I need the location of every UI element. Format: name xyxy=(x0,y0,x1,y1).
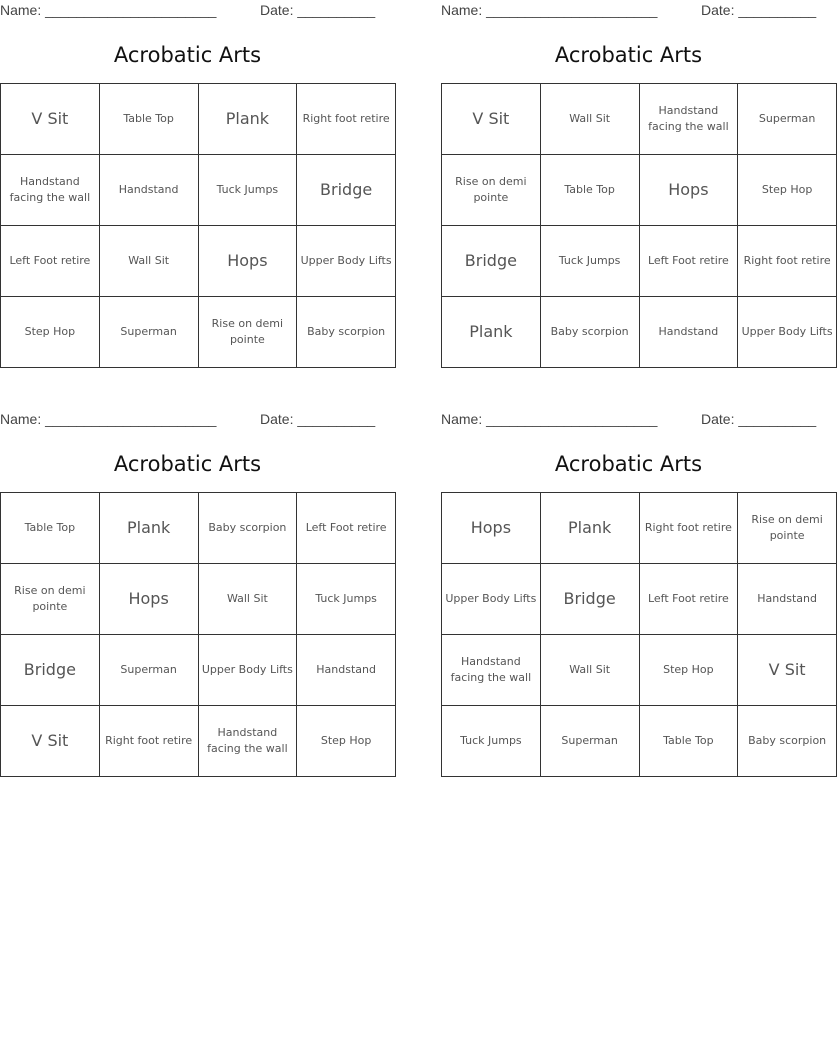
grid-cell: Superman xyxy=(738,84,837,155)
grid-cell: Table Top xyxy=(540,155,639,226)
bingo-grid xyxy=(0,83,396,368)
name-date-line xyxy=(441,2,816,20)
grid-cell: Step Hop xyxy=(738,155,837,226)
grid-cell: Table Top xyxy=(1,493,100,564)
grid-cell: Handstand xyxy=(99,155,198,226)
grid-cell: Baby scorpion xyxy=(198,493,297,564)
grid-row xyxy=(1,706,396,777)
grid-cell: Wall Sit xyxy=(99,226,198,297)
bingo-grid xyxy=(0,492,396,777)
grid-row xyxy=(442,564,837,635)
bingo-card-4 xyxy=(441,409,827,784)
grid-row xyxy=(442,706,837,777)
grid-cell: Step Hop xyxy=(1,297,100,368)
grid-cell: Hops xyxy=(442,493,541,564)
date-field-label: Date: __________ xyxy=(260,411,376,427)
grid-cell: Right foot retire xyxy=(738,226,837,297)
grid-cell: Handstand facing the wall xyxy=(442,635,541,706)
grid-cell: Upper Body Lifts xyxy=(442,564,541,635)
grid-cell: Table Top xyxy=(99,84,198,155)
grid-cell: Rise on demi pointe xyxy=(198,297,297,368)
grid-cell: Baby scorpion xyxy=(738,706,837,777)
grid-cell: Left Foot retire xyxy=(639,564,738,635)
grid-cell: Plank xyxy=(540,493,639,564)
grid-cell: Handstand xyxy=(297,635,396,706)
bingo-grid xyxy=(441,492,837,777)
grid-cell: Right foot retire xyxy=(99,706,198,777)
grid-cell: Step Hop xyxy=(639,635,738,706)
grid-cell: Upper Body Lifts xyxy=(738,297,837,368)
grid-cell: Handstand xyxy=(738,564,837,635)
grid-cell: Right foot retire xyxy=(297,84,396,155)
grid-cell: Bridge xyxy=(1,635,100,706)
grid-cell: Step Hop xyxy=(297,706,396,777)
grid-row xyxy=(442,226,837,297)
grid-cell: Table Top xyxy=(639,706,738,777)
grid-cell: Bridge xyxy=(540,564,639,635)
grid-cell: Hops xyxy=(99,564,198,635)
grid-cell: Superman xyxy=(540,706,639,777)
name-date-line xyxy=(441,411,816,429)
grid-cell: Wall Sit xyxy=(540,635,639,706)
grid-row xyxy=(442,84,837,155)
card-title: Acrobatic Arts xyxy=(554,452,703,476)
card-title: Acrobatic Arts xyxy=(554,43,703,67)
grid-cell: Left Foot retire xyxy=(1,226,100,297)
grid-cell: Tuck Jumps xyxy=(198,155,297,226)
card-title: Acrobatic Arts xyxy=(113,43,262,67)
grid-row xyxy=(442,635,837,706)
name-date-line xyxy=(0,411,375,429)
card-title: Acrobatic Arts xyxy=(113,452,262,476)
grid-row xyxy=(442,155,837,226)
grid-cell: Plank xyxy=(442,297,541,368)
grid-cell: Left Foot retire xyxy=(639,226,738,297)
grid-row xyxy=(1,493,396,564)
grid-cell: Superman xyxy=(99,635,198,706)
grid-cell: Hops xyxy=(198,226,297,297)
grid-cell: Hops xyxy=(639,155,738,226)
grid-cell: V Sit xyxy=(738,635,837,706)
grid-row xyxy=(1,226,396,297)
grid-cell: Rise on demi pointe xyxy=(738,493,837,564)
date-field-label: Date: __________ xyxy=(260,2,376,18)
grid-cell: Upper Body Lifts xyxy=(198,635,297,706)
grid-cell: Tuck Jumps xyxy=(442,706,541,777)
grid-cell: Left Foot retire xyxy=(297,493,396,564)
grid-cell: Handstand facing the wall xyxy=(198,706,297,777)
grid-cell: V Sit xyxy=(1,706,100,777)
name-date-line xyxy=(0,2,375,20)
grid-cell: Baby scorpion xyxy=(297,297,396,368)
grid-row xyxy=(1,84,396,155)
name-field-label: Name: ______________________ xyxy=(0,411,217,427)
bingo-card-2 xyxy=(441,0,833,375)
bingo-card-3 xyxy=(0,409,387,784)
grid-cell: Plank xyxy=(198,84,297,155)
grid-cell: Bridge xyxy=(297,155,396,226)
date-field-label: Date: __________ xyxy=(701,2,817,18)
grid-row xyxy=(1,635,396,706)
name-field-label: Name: ______________________ xyxy=(441,2,658,18)
grid-row xyxy=(1,564,396,635)
grid-cell: Upper Body Lifts xyxy=(297,226,396,297)
grid-cell: V Sit xyxy=(1,84,100,155)
grid-cell: Bridge xyxy=(442,226,541,297)
grid-cell: Rise on demi pointe xyxy=(442,155,541,226)
grid-cell: Handstand xyxy=(639,297,738,368)
grid-cell: Rise on demi pointe xyxy=(1,564,100,635)
grid-cell: Handstand facing the wall xyxy=(1,155,100,226)
grid-row xyxy=(1,155,396,226)
grid-row xyxy=(1,297,396,368)
grid-cell: Wall Sit xyxy=(198,564,297,635)
grid-cell: Superman xyxy=(99,297,198,368)
grid-cell: V Sit xyxy=(442,84,541,155)
grid-cell: Handstand facing the wall xyxy=(639,84,738,155)
grid-cell: Right foot retire xyxy=(639,493,738,564)
name-field-label: Name: ______________________ xyxy=(441,411,658,427)
grid-cell: Baby scorpion xyxy=(540,297,639,368)
name-field-label: Name: ______________________ xyxy=(0,2,217,18)
grid-cell: Plank xyxy=(99,493,198,564)
date-field-label: Date: __________ xyxy=(701,411,817,427)
bingo-grid xyxy=(441,83,837,368)
bingo-card-1 xyxy=(0,0,392,375)
grid-row xyxy=(442,297,837,368)
grid-cell: Wall Sit xyxy=(540,84,639,155)
grid-cell: Tuck Jumps xyxy=(540,226,639,297)
grid-row xyxy=(442,493,837,564)
grid-cell: Tuck Jumps xyxy=(297,564,396,635)
